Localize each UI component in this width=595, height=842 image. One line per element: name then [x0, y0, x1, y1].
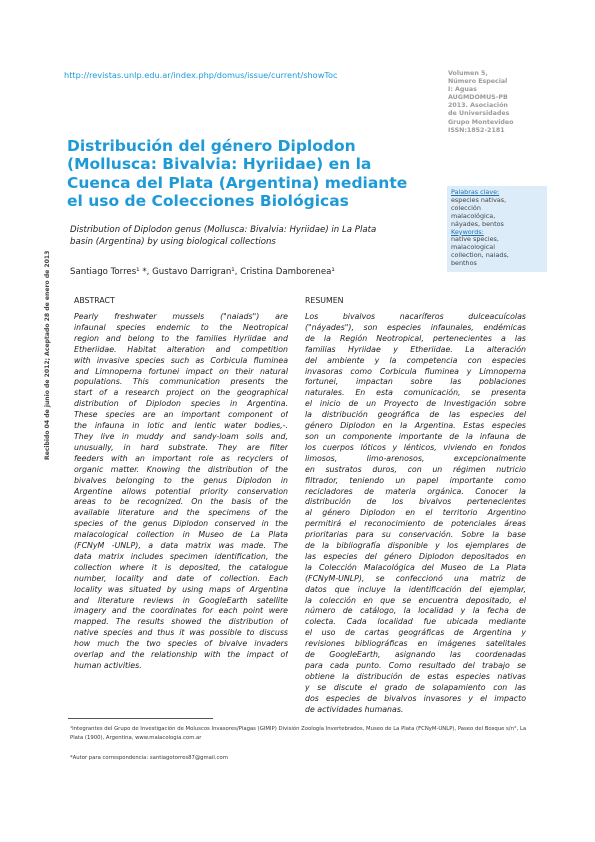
- journal-url-link[interactable]: http://revistas.unlp.edu.ar/index.php/domus/issue/current/showToc: [64, 70, 338, 80]
- text-line: Pearly freshwater mussels ("naiads") are: [74, 312, 288, 321]
- keyword-line: collection, naiads,: [451, 251, 509, 260]
- resumen-heading: RESUMEN: [305, 296, 344, 305]
- text-line: son un componente importante de la infauna de: [305, 431, 526, 441]
- text-line: They live in muddy and sandy-loam soils and,: [74, 431, 288, 441]
- text-line: permitirá el reconocimiento de potenciales áreas: [305, 519, 526, 529]
- text-line: filtrador, teniendo un papel importante como: [305, 475, 526, 485]
- text-line: Argentine allows potential priority conservation: [74, 486, 288, 496]
- text-line: al género Diplodon en el territorio Argentino: [305, 508, 526, 518]
- text-line: available literature and the specimens of the: [74, 508, 288, 518]
- meta-line: Volumen 5,: [448, 70, 488, 77]
- text-line: fortunei, impactan sobre las poblaciones: [305, 377, 526, 387]
- text-line: and literature reviews in GoogleEarth satellite: [74, 595, 288, 605]
- keyword-line: benthos: [451, 259, 477, 268]
- keywords-es-heading: Palabras clave:: [451, 188, 500, 196]
- keywords-en-heading: Keywords:: [451, 227, 484, 236]
- journal-meta: [448, 70, 558, 135]
- footnote-divider: [68, 718, 213, 719]
- meta-line: de Universidades: [448, 110, 510, 118]
- text-line: Etheriidae. Habitat alteration and competition: [74, 344, 288, 354]
- text-line: ("náyades"), son especies infaunales, endémicas: [305, 322, 526, 332]
- keyword-line: malacológica,: [451, 211, 496, 220]
- text-line: el uso de cartas geográficas de Argentina y: [305, 628, 526, 638]
- text-line: areas to be recognized. On the basis of the: [74, 497, 288, 507]
- text-line: distribución de los bivalvos pertenecientes: [305, 497, 526, 507]
- text-line: infaunal species endemic to the Neotropical: [74, 322, 288, 332]
- text-line: human activities.: [74, 661, 142, 670]
- title-line: Cuenca del Plata (Argentina) mediante: [67, 173, 408, 192]
- article-title: [67, 137, 442, 211]
- meta-line: Número Especial: [448, 78, 508, 86]
- text-line: para cada punto. Como resultado del trabajo se: [305, 661, 526, 670]
- meta-line: I: Aguas: [448, 86, 477, 94]
- text-line: distribution of Diplodon species in Argentina.: [74, 399, 288, 409]
- meta-line: ISSN:1852-2181: [448, 126, 505, 134]
- text-line: species of the genus Diplodon conserved in the: [74, 519, 288, 529]
- text-line: dos especies de bivalvos invasores y el impacto: [305, 693, 526, 703]
- text-line: género Diplodon en la Argentina. Estas especies: [305, 421, 526, 431]
- abstract-text: [74, 312, 288, 672]
- text-line: familias Hyriidae y Etheriidae. La alteración: [305, 344, 526, 354]
- resumen-text: [305, 312, 526, 716]
- text-line: unusually, in hard substrate. They are filter: [74, 442, 288, 452]
- text-line: and Limnoperna fortunei impact on their natural: [74, 366, 288, 376]
- author-list: Santiago Torres¹ *, Gustavo Darrigran¹, Cristina Damborenea¹: [70, 267, 335, 277]
- title-line: el uso de Colecciones Biológicas: [67, 192, 349, 211]
- text-line: de la Región Neotropical, pertenecientes a las: [305, 333, 526, 343]
- text-line: organic matter. Knowing the distribution of the: [74, 464, 288, 474]
- text-line: datos que incluye la identificación del ejemplar,: [305, 584, 526, 594]
- abstract-heading: ABSTRACT: [74, 296, 115, 305]
- text-line: revisiones bibliográficas en imágenes satelitales: [305, 639, 526, 649]
- text-line: colecta. Cada localidad fue ubicada mediante: [305, 617, 526, 627]
- title-line: (Mollusca: Bivalvia: Hyriidae) en la: [67, 155, 372, 174]
- text-line: bivalves belonging to the genus Diplodon in: [74, 475, 288, 485]
- text-line: la colección en que se encuentra depositado, el: [305, 595, 526, 605]
- text-line: These species are an important component of: [74, 410, 288, 420]
- text-line: y se discute el grado de solapamiento con las: [305, 682, 526, 692]
- keywords-box: [447, 186, 547, 272]
- text-line: las especies del género Diplodon depositados en: [305, 551, 526, 561]
- text-line: the infauna in lotic and lentic water bodies,-.: [74, 421, 288, 431]
- text-line: de actividades humanas.: [305, 704, 404, 714]
- text-line: overlap and the relationship with the impact of: [74, 650, 288, 660]
- text-line: prioritarias para su conservación. Sobre la base: [305, 530, 526, 540]
- text-line: número de catálogo, la localidad y la fecha de: [305, 606, 526, 616]
- affiliation-footnote: ¹Integrantes del Grupo de Investigación de Moluscos Invasores/Plagas (GIMIP) División Zoología Invertebrados, Museo de La Plata (FCNyM-UNLP), Paseo del Bosque s/n°, La Plata (1900), Argentina, www.malacologia.com.ar: [70, 726, 527, 741]
- text-line: populations. This communication presents the: [74, 377, 288, 387]
- text-line: invasoras como Corbicula fluminea y Limnoperna: [305, 366, 526, 376]
- text-line: malacological collection in Museo de La Plata: [74, 530, 288, 540]
- keyword-line: colección: [451, 203, 481, 212]
- corresponding-author-footnote: *Autor para correspondencia: santiagotorres87@gmail.com: [70, 755, 228, 761]
- keyword-line: náyades, bentos: [451, 219, 504, 228]
- text-line: recicladores de materia orgánica. Conocer la: [305, 486, 526, 496]
- text-line: (FCNyM -UNLP), a data matrix was made. The: [74, 541, 288, 551]
- text-line: how much the two species of bivalve invaders: [74, 639, 288, 649]
- text-line: native species and thus it was possible to discuss: [74, 628, 288, 638]
- text-line: la distribución geográfica de las especies del: [305, 410, 526, 420]
- text-line: locality was situated by using maps of Argentina: [74, 584, 288, 594]
- meta-line: Grupo Montevideo: [448, 118, 514, 126]
- text-line: region and belong to the families Hyriidae and: [74, 333, 288, 343]
- title-line: Distribución del género Diplodon: [67, 137, 356, 155]
- text-line: limosos, limo-arenosos, excepcionalmente: [305, 453, 526, 463]
- text-line: del ambiente y la competencia con especies: [305, 355, 526, 365]
- text-line: start of a research project on the geographical: [74, 388, 288, 398]
- text-line: number, locality and date of collection. Each: [74, 573, 288, 583]
- meta-line: 2013. Asociación: [448, 102, 508, 110]
- subtitle-line: basin (Argentina) by using biological collections: [70, 236, 276, 247]
- keyword-line: especies nativas,: [451, 195, 507, 204]
- text-line: collection where it is deposited, the catalogue: [74, 562, 288, 572]
- text-line: with invasive species such as Corbicula fluminea: [74, 355, 288, 365]
- text-line: imagery and the coordinates for each point were: [74, 606, 288, 616]
- text-line: la Colección Malacológica del Museo de La Plata: [305, 562, 526, 572]
- text-line: feeders with an important role as recyclers of: [74, 453, 288, 463]
- subtitle-line: Distribution of Diplodon genus (Mollusca: Bivalvia: Hyriidae) in La Plata: [70, 225, 377, 235]
- text-line: en sustratos duros, con un régimen nutricio: [305, 464, 526, 474]
- text-line: mapped. The results showed the distribution of: [74, 617, 288, 627]
- keyword-line: native species,: [451, 235, 499, 244]
- text-line: Los bivalvos nacaríferos dulceacuícolas: [305, 312, 526, 321]
- text-line: naturales. En esta comunicación, se presenta: [305, 388, 526, 398]
- article-subtitle: [70, 225, 440, 248]
- text-line: data matrix includes specimen identification, the: [74, 551, 288, 561]
- text-line: los cuerpos lóticos y lénticos, viviendo en fondos: [305, 442, 526, 452]
- text-line: (FCNyM-UNLP), se confeccionó una matriz de: [305, 573, 526, 583]
- text-line: de la bibliografía disponible y los ejemplares de: [305, 541, 526, 551]
- text-line: obtiene la distribución de estas especies nativas: [305, 671, 526, 681]
- meta-line: AUGMDOMUS-PB: [448, 94, 508, 102]
- received-date-note: Recibido 04 de junio de 2012; Aceptado 28 de enero de 2013: [44, 250, 51, 460]
- text-line: el inicio de un Proyecto de Investigación sobre: [305, 399, 526, 409]
- text-line: de GoogleEarth, asignando las coordenadas: [305, 650, 526, 660]
- keyword-line: malacological: [451, 243, 495, 252]
